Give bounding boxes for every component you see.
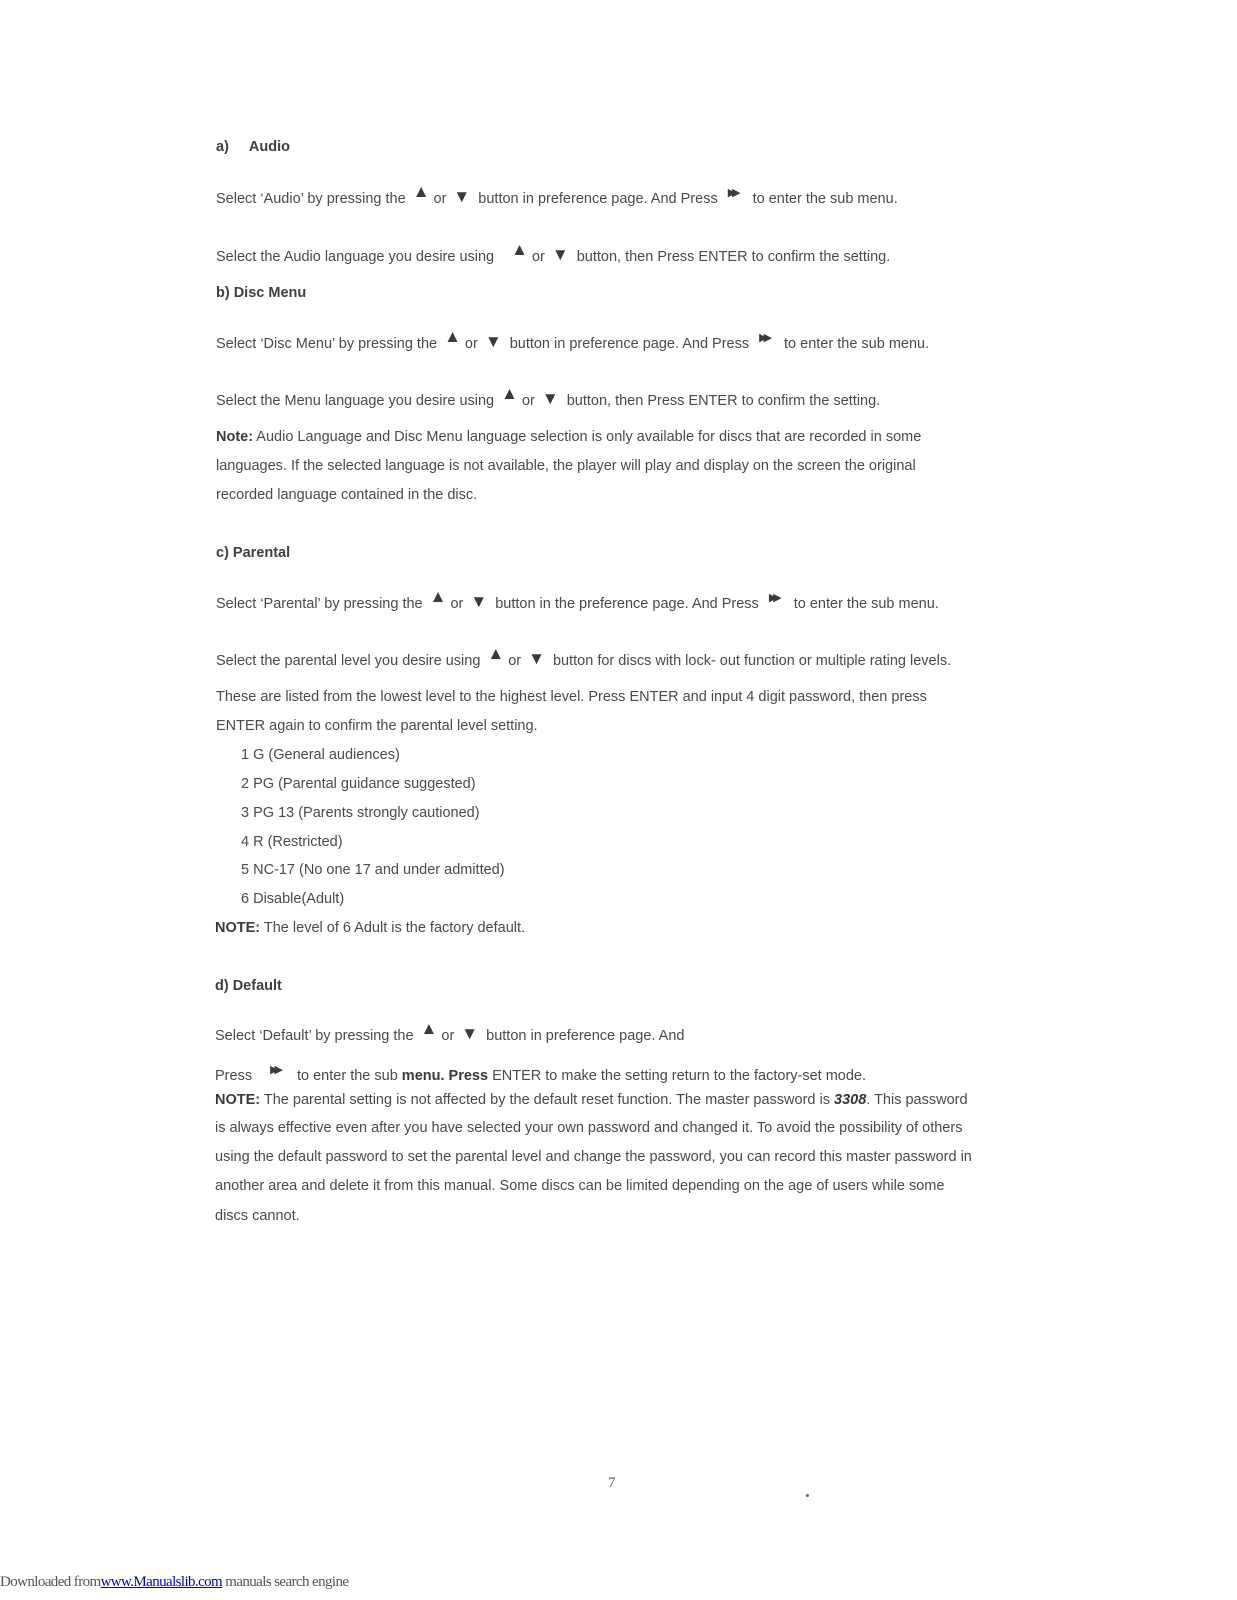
text: or — [464, 336, 478, 352]
footer-suffix: manuals search engine — [222, 1574, 349, 1590]
up-arrow-icon: ▲ — [412, 182, 430, 201]
text: button in preference page. And Press — [478, 191, 718, 207]
disc-menu-note-line-3: recorded language contained in the disc. — [216, 487, 478, 503]
text: or — [450, 596, 464, 612]
default-heading: d) Default — [215, 978, 282, 994]
text: or — [433, 191, 447, 207]
down-arrow-icon: ▼ — [528, 649, 545, 668]
rating-level-item: 1 G (General audiences) — [241, 747, 400, 763]
rating-level-item: 2 PG (Parental guidance suggested) — [241, 776, 476, 792]
scan-speck — [806, 1494, 809, 1497]
disc-menu-heading: b) Disc Menu — [216, 285, 307, 301]
down-arrow-icon: ▼ — [470, 592, 488, 611]
text: The parental setting is not affected by the default reset function. The master password is — [263, 1092, 830, 1108]
fast-forward-icon: ▶▶ — [727, 187, 737, 199]
rating-level-item: 4 R (Restricted) — [241, 834, 343, 850]
fast-forward-icon: ▶▶ — [270, 1064, 279, 1076]
down-arrow-icon: ▼ — [551, 245, 569, 264]
down-arrow-icon: ▼ — [461, 1024, 479, 1043]
text: to enter the sub menu. — [752, 191, 898, 207]
default-instruction-2 — [215, 1064, 867, 1084]
text: to enter the sub — [297, 1068, 398, 1084]
parental-heading: c) Parental — [216, 545, 291, 561]
footer — [0, 1574, 348, 1591]
text: ENTER to make the setting return to the factory-set mode. — [492, 1068, 867, 1084]
text: Audio Language and Disc Menu language selection is only available for discs that are recorded in some — [256, 429, 922, 445]
disc-menu-instruction-2 — [216, 384, 881, 411]
down-arrow-icon: ▼ — [541, 389, 559, 408]
default-note-line-4: another area and delete it from this manual. Some discs can be limited depending on the age of users while some — [215, 1178, 945, 1194]
disc-menu-instruction-1 — [216, 327, 930, 354]
text: The level of 6 Adult is the factory default. — [263, 920, 526, 936]
fast-forward-icon: ▶▶ — [759, 332, 769, 344]
text: or — [508, 653, 522, 669]
up-arrow-icon: ▲ — [420, 1019, 438, 1038]
parental-instruction-2 — [216, 644, 952, 671]
text: Select the Audio language you desire using — [216, 249, 495, 265]
text: button for discs with lock- out function or multiple rating levels. — [552, 653, 952, 669]
text: Select the Menu language you desire using — [216, 393, 495, 409]
text: Select ‘Disc Menu’ by pressing the — [216, 336, 438, 352]
note-label: NOTE: — [215, 1092, 261, 1108]
default-note-line-2: is always effective even after you have selected your own password and changed it. To avoid the possibility of others — [215, 1120, 963, 1136]
manualslib-link[interactable]: www.Manualslib.com — [100, 1574, 223, 1590]
default-note-line-5: discs cannot. — [215, 1208, 300, 1224]
down-arrow-icon: ▼ — [453, 187, 471, 206]
up-arrow-icon: ▲ — [487, 644, 505, 663]
parental-instruction-1 — [216, 587, 939, 614]
parental-note — [215, 920, 525, 936]
text: button in the preference page. And Press — [495, 596, 759, 612]
rating-level-item: 5 NC-17 (No one 17 and under admitted) — [241, 862, 505, 878]
text: menu. Press — [401, 1068, 489, 1084]
page-number: 7 — [608, 1475, 616, 1491]
fast-forward-icon: ▶▶ — [768, 592, 778, 604]
up-arrow-icon: ▲ — [429, 587, 447, 606]
rating-level-item: 6 Disable(Adult) — [241, 891, 345, 907]
text: button, then Press ENTER to confirm the setting. — [566, 393, 881, 409]
text: button in preference page. And Press — [509, 336, 750, 352]
parental-body-line-2: ENTER again to confirm the parental level setting. — [216, 718, 538, 734]
footer-prefix: Downloaded from — [0, 1574, 101, 1590]
text: Select ‘Parental’ by pressing the — [216, 596, 423, 612]
text: or — [531, 249, 545, 265]
text: or — [441, 1028, 455, 1044]
text: or — [521, 393, 535, 409]
default-note-line-1 — [215, 1092, 968, 1108]
text: Select ‘Audio’ by pressing the — [216, 191, 406, 207]
text: button, then Press ENTER to confirm the setting. — [576, 249, 891, 265]
audio-heading-title: Audio — [248, 139, 290, 155]
default-instruction-1 — [215, 1019, 685, 1046]
audio-heading — [216, 139, 290, 155]
audio-heading-label: a) — [216, 139, 229, 155]
audio-instruction-1 — [216, 182, 898, 209]
text: to enter the sub menu. — [784, 336, 930, 352]
disc-menu-note-line-1 — [216, 429, 921, 445]
up-arrow-icon: ▲ — [511, 240, 528, 259]
down-arrow-icon: ▼ — [484, 332, 502, 351]
disc-menu-note-line-2: languages. If the selected language is not available, the player will play and display on the screen the original — [216, 458, 916, 474]
default-note-line-3: using the default password to set the parental level and change the password, you can record this master password in — [215, 1149, 972, 1165]
text: Press — [215, 1068, 253, 1084]
note-label: Note: — [216, 429, 254, 445]
note-label: NOTE: — [215, 920, 261, 936]
up-arrow-icon: ▲ — [444, 327, 461, 346]
text: Select the parental level you desire using — [216, 653, 481, 669]
text: . This password — [866, 1092, 968, 1108]
text: to enter the sub menu. — [793, 596, 939, 612]
text: Select ‘Default’ by pressing the — [215, 1028, 414, 1044]
master-password: 3308 — [834, 1092, 867, 1108]
up-arrow-icon: ▲ — [501, 384, 518, 403]
rating-level-item: 3 PG 13 (Parents strongly cautioned) — [241, 805, 480, 821]
text: button in preference page. And — [486, 1028, 685, 1044]
parental-body-line-1: These are listed from the lowest level to the highest level. Press ENTER and input 4 digit password, then press — [216, 689, 927, 705]
audio-instruction-2 — [216, 240, 891, 267]
